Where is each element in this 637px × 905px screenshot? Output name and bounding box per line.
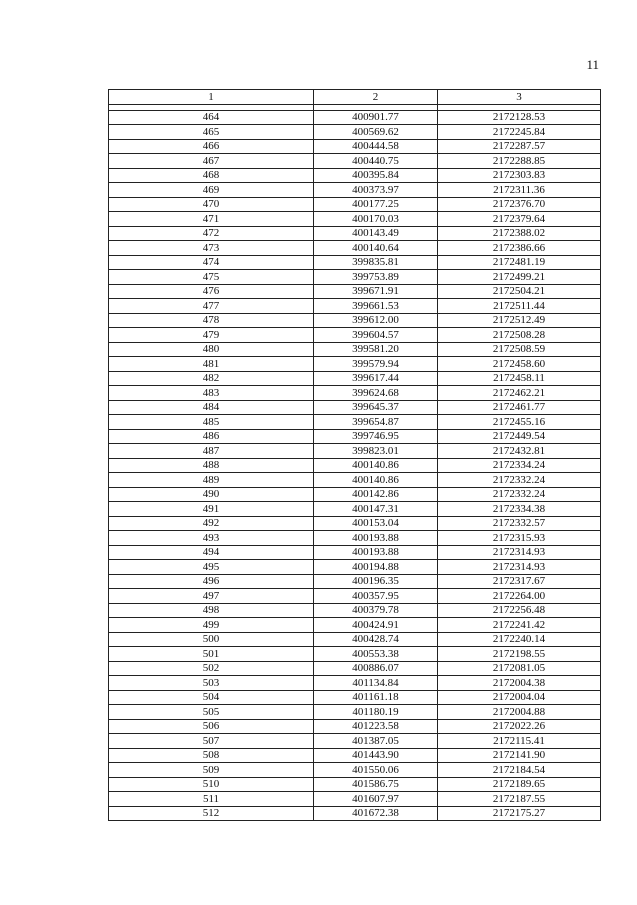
y-coordinate-cell: 2172481.19	[438, 255, 601, 270]
table-row	[109, 110, 601, 125]
table-row	[109, 212, 601, 227]
x-coordinate-cell: 400196.35	[314, 574, 438, 589]
x-coordinate-cell: 399645.37	[314, 400, 438, 415]
point-number-cell: 471	[109, 212, 314, 227]
column-header-3: 3	[438, 90, 601, 105]
table-row	[109, 299, 601, 314]
y-coordinate-cell: 2172432.81	[438, 444, 601, 459]
point-number-cell: 475	[109, 270, 314, 285]
y-coordinate-cell: 2172379.64	[438, 212, 601, 227]
point-number-cell: 464	[109, 110, 314, 125]
point-number-cell: 468	[109, 168, 314, 183]
y-coordinate-cell: 2172508.28	[438, 328, 601, 343]
y-coordinate-cell: 2172311.36	[438, 183, 601, 198]
table-row	[109, 371, 601, 386]
x-coordinate-cell: 400428.74	[314, 632, 438, 647]
table-row	[109, 719, 601, 734]
x-coordinate-cell: 400153.04	[314, 516, 438, 531]
table-row	[109, 574, 601, 589]
table-row	[109, 487, 601, 502]
y-coordinate-cell: 2172332.57	[438, 516, 601, 531]
table-row	[109, 226, 601, 241]
x-coordinate-cell: 399753.89	[314, 270, 438, 285]
table-row	[109, 154, 601, 169]
x-coordinate-cell: 401161.18	[314, 690, 438, 705]
y-coordinate-cell: 2172004.04	[438, 690, 601, 705]
x-coordinate-cell: 400177.25	[314, 197, 438, 212]
table-row	[109, 168, 601, 183]
table-row	[109, 589, 601, 604]
x-coordinate-cell: 401586.75	[314, 777, 438, 792]
y-coordinate-cell: 2172287.57	[438, 139, 601, 154]
point-number-cell: 491	[109, 502, 314, 517]
x-coordinate-cell: 400193.88	[314, 545, 438, 560]
x-coordinate-cell: 399604.57	[314, 328, 438, 343]
x-coordinate-cell: 399654.87	[314, 415, 438, 430]
x-coordinate-cell: 400444.58	[314, 139, 438, 154]
x-coordinate-cell: 400379.78	[314, 603, 438, 618]
x-coordinate-cell: 401550.06	[314, 763, 438, 778]
table-row	[109, 690, 601, 705]
y-coordinate-cell: 2172388.02	[438, 226, 601, 241]
x-coordinate-cell: 400140.86	[314, 458, 438, 473]
table-row	[109, 139, 601, 154]
point-number-cell: 469	[109, 183, 314, 198]
point-number-cell: 498	[109, 603, 314, 618]
x-coordinate-cell: 401387.05	[314, 734, 438, 749]
point-number-cell: 493	[109, 531, 314, 546]
x-coordinate-cell: 401134.84	[314, 676, 438, 691]
y-coordinate-cell: 2172458.60	[438, 357, 601, 372]
x-coordinate-cell: 400424.91	[314, 618, 438, 633]
table-row	[109, 806, 601, 821]
point-number-cell: 474	[109, 255, 314, 270]
x-coordinate-cell: 400147.31	[314, 502, 438, 517]
y-coordinate-cell: 2172141.90	[438, 748, 601, 763]
x-coordinate-cell: 399612.00	[314, 313, 438, 328]
table-row	[109, 458, 601, 473]
column-header-1: 1	[109, 90, 314, 105]
point-number-cell: 492	[109, 516, 314, 531]
x-coordinate-cell: 399823.01	[314, 444, 438, 459]
point-number-cell: 497	[109, 589, 314, 604]
x-coordinate-cell: 400569.62	[314, 125, 438, 140]
table-row	[109, 255, 601, 270]
point-number-cell: 466	[109, 139, 314, 154]
table-row	[109, 516, 601, 531]
x-coordinate-cell: 401223.58	[314, 719, 438, 734]
y-coordinate-cell: 2172264.00	[438, 589, 601, 604]
point-number-cell: 500	[109, 632, 314, 647]
point-number-cell: 507	[109, 734, 314, 749]
y-coordinate-cell: 2172128.53	[438, 110, 601, 125]
table-row	[109, 342, 601, 357]
y-coordinate-cell: 2172455.16	[438, 415, 601, 430]
table-row	[109, 632, 601, 647]
x-coordinate-cell: 400140.86	[314, 473, 438, 488]
y-coordinate-cell: 2172175.27	[438, 806, 601, 821]
x-coordinate-cell: 401443.90	[314, 748, 438, 763]
y-coordinate-cell: 2172334.38	[438, 502, 601, 517]
y-coordinate-cell: 2172245.84	[438, 125, 601, 140]
x-coordinate-cell: 400395.84	[314, 168, 438, 183]
y-coordinate-cell: 2172115.41	[438, 734, 601, 749]
y-coordinate-cell: 2172241.42	[438, 618, 601, 633]
point-number-cell: 488	[109, 458, 314, 473]
y-coordinate-cell: 2172512.49	[438, 313, 601, 328]
table-row	[109, 603, 601, 618]
table-row	[109, 429, 601, 444]
table-row	[109, 270, 601, 285]
table-row	[109, 313, 601, 328]
y-coordinate-cell: 2172504.21	[438, 284, 601, 299]
y-coordinate-cell: 2172508.59	[438, 342, 601, 357]
y-coordinate-cell: 2172303.83	[438, 168, 601, 183]
point-number-cell: 489	[109, 473, 314, 488]
x-coordinate-cell: 400373.97	[314, 183, 438, 198]
table-body	[109, 110, 601, 821]
table-row	[109, 197, 601, 212]
table-row	[109, 560, 601, 575]
x-coordinate-cell: 400194.88	[314, 560, 438, 575]
y-coordinate-cell: 2172511.44	[438, 299, 601, 314]
point-number-cell: 483	[109, 386, 314, 401]
page-number: 11	[586, 57, 599, 72]
y-coordinate-cell: 2172004.38	[438, 676, 601, 691]
y-coordinate-cell: 2172022.26	[438, 719, 601, 734]
x-coordinate-cell: 401180.19	[314, 705, 438, 720]
x-coordinate-cell: 400901.77	[314, 110, 438, 125]
table-row	[109, 183, 601, 198]
point-number-cell: 478	[109, 313, 314, 328]
point-number-cell: 502	[109, 661, 314, 676]
table-row	[109, 328, 601, 343]
table-row	[109, 284, 601, 299]
point-number-cell: 501	[109, 647, 314, 662]
x-coordinate-cell: 399661.53	[314, 299, 438, 314]
x-coordinate-cell: 400143.49	[314, 226, 438, 241]
x-coordinate-cell: 400170.03	[314, 212, 438, 227]
table-row	[109, 400, 601, 415]
x-coordinate-cell: 399617.44	[314, 371, 438, 386]
x-coordinate-cell: 399746.95	[314, 429, 438, 444]
table-row	[109, 763, 601, 778]
y-coordinate-cell: 2172376.70	[438, 197, 601, 212]
y-coordinate-cell: 2172198.55	[438, 647, 601, 662]
point-number-cell: 512	[109, 806, 314, 821]
x-coordinate-cell: 399579.94	[314, 357, 438, 372]
point-number-cell: 509	[109, 763, 314, 778]
point-number-cell: 477	[109, 299, 314, 314]
point-number-cell: 508	[109, 748, 314, 763]
table-row	[109, 241, 601, 256]
point-number-cell: 480	[109, 342, 314, 357]
point-number-cell: 494	[109, 545, 314, 560]
x-coordinate-cell: 399624.68	[314, 386, 438, 401]
y-coordinate-cell: 2172314.93	[438, 545, 601, 560]
x-coordinate-cell: 399581.20	[314, 342, 438, 357]
point-number-cell: 510	[109, 777, 314, 792]
y-coordinate-cell: 2172332.24	[438, 473, 601, 488]
x-coordinate-cell: 400886.07	[314, 661, 438, 676]
point-number-cell: 490	[109, 487, 314, 502]
y-coordinate-cell: 2172458.11	[438, 371, 601, 386]
y-coordinate-cell: 2172004.88	[438, 705, 601, 720]
point-number-cell: 499	[109, 618, 314, 633]
y-coordinate-cell: 2172314.93	[438, 560, 601, 575]
point-number-cell: 487	[109, 444, 314, 459]
point-number-cell: 505	[109, 705, 314, 720]
x-coordinate-cell: 400140.64	[314, 241, 438, 256]
point-number-cell: 481	[109, 357, 314, 372]
point-number-cell: 479	[109, 328, 314, 343]
table-row	[109, 748, 601, 763]
y-coordinate-cell: 2172317.67	[438, 574, 601, 589]
y-coordinate-cell: 2172189.65	[438, 777, 601, 792]
column-header-2: 2	[314, 90, 438, 105]
table-row	[109, 777, 601, 792]
table-row	[109, 661, 601, 676]
y-coordinate-cell: 2172462.21	[438, 386, 601, 401]
table-row	[109, 705, 601, 720]
table-row	[109, 792, 601, 807]
point-number-cell: 496	[109, 574, 314, 589]
table-row	[109, 473, 601, 488]
y-coordinate-cell: 2172288.85	[438, 154, 601, 169]
table-row	[109, 676, 601, 691]
y-coordinate-cell: 2172184.54	[438, 763, 601, 778]
table-row	[109, 545, 601, 560]
point-number-cell: 506	[109, 719, 314, 734]
y-coordinate-cell: 2172449.54	[438, 429, 601, 444]
point-number-cell: 495	[109, 560, 314, 575]
y-coordinate-cell: 2172240.14	[438, 632, 601, 647]
table-row	[109, 357, 601, 372]
x-coordinate-cell: 400553.38	[314, 647, 438, 662]
table-row	[109, 125, 601, 140]
x-coordinate-cell: 400193.88	[314, 531, 438, 546]
table-row	[109, 618, 601, 633]
point-number-cell: 511	[109, 792, 314, 807]
y-coordinate-cell: 2172315.93	[438, 531, 601, 546]
point-number-cell: 470	[109, 197, 314, 212]
x-coordinate-cell: 400440.75	[314, 154, 438, 169]
table-row	[109, 502, 601, 517]
point-number-cell: 476	[109, 284, 314, 299]
x-coordinate-cell: 400357.95	[314, 589, 438, 604]
x-coordinate-cell: 401672.38	[314, 806, 438, 821]
y-coordinate-cell: 2172334.24	[438, 458, 601, 473]
y-coordinate-cell: 2172499.21	[438, 270, 601, 285]
y-coordinate-cell: 2172187.55	[438, 792, 601, 807]
point-number-cell: 503	[109, 676, 314, 691]
x-coordinate-cell: 400142.86	[314, 487, 438, 502]
point-number-cell: 504	[109, 690, 314, 705]
point-number-cell: 485	[109, 415, 314, 430]
table-row	[109, 734, 601, 749]
point-number-cell: 486	[109, 429, 314, 444]
point-number-cell: 482	[109, 371, 314, 386]
y-coordinate-cell: 2172461.77	[438, 400, 601, 415]
table-row	[109, 531, 601, 546]
table-row	[109, 386, 601, 401]
y-coordinate-cell: 2172332.24	[438, 487, 601, 502]
point-number-cell: 465	[109, 125, 314, 140]
point-number-cell: 472	[109, 226, 314, 241]
y-coordinate-cell: 2172081.05	[438, 661, 601, 676]
table-row	[109, 415, 601, 430]
x-coordinate-cell: 401607.97	[314, 792, 438, 807]
x-coordinate-cell: 399671.91	[314, 284, 438, 299]
x-coordinate-cell: 399835.81	[314, 255, 438, 270]
point-number-cell: 467	[109, 154, 314, 169]
coordinates-table	[108, 89, 601, 821]
point-number-cell: 473	[109, 241, 314, 256]
y-coordinate-cell: 2172256.48	[438, 603, 601, 618]
table-row	[109, 647, 601, 662]
y-coordinate-cell: 2172386.66	[438, 241, 601, 256]
point-number-cell: 484	[109, 400, 314, 415]
table-row	[109, 444, 601, 459]
table-header-row	[109, 90, 601, 105]
